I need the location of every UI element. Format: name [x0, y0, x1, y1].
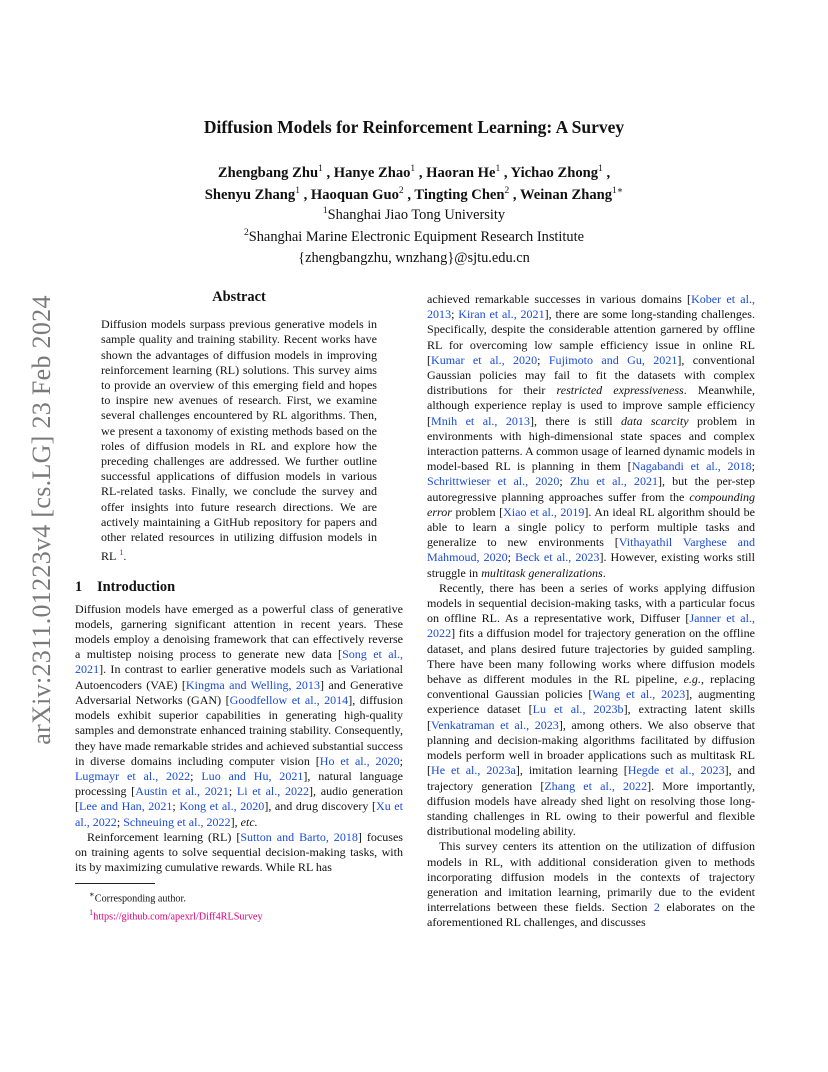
author-name: Yichao Zhong: [510, 164, 599, 181]
citation-link[interactable]: Austin et al., 2021: [135, 784, 229, 799]
citation-link[interactable]: Mnih et al., 2013: [431, 413, 530, 428]
intro-paragraph-2: Reinforcement learning (RL) [Sutton and Barto, 2018] focuses on training agents to solve sequential decision-making tasks, with its by maximizing cumulative rewards. While RL has: [75, 829, 403, 875]
citation-link[interactable]: Song et al., 2021: [75, 647, 403, 677]
citation-link[interactable]: Schrittwieser et al., 2020: [427, 474, 560, 489]
paper-title: Diffusion Models for Reinforcement Learning: A Survey: [203, 117, 625, 137]
citation-link[interactable]: Beck et al., 2023: [515, 550, 600, 565]
right-paragraph-2: Recently, there has been a series of works applying diffusion models in sequential decision-making tasks, with a particular focus on offline RL. As a representative work, Diffuser [Janner et al., 2022] fits a diffusion model for trajectory generation on the offline dataset, and plans desired future trajectories by guided sampling. There have been many following works where diffusion models behave as different modules in the RL pipeline, e.g., replacing conventional Gaussian policies [Wang et al., 2023], augmenting experience dataset [Lu et al., 2023b], extracting latent skills [Venkatraman et al., 2023], among others. We also observe that planning and decision-making algorithms facilitated by diffusion models perform well in broader applications such as multitask RL [He et al., 2023a], imitation learning [Hegde et al., 2023], and trajectory generation [Zhang et al., 2022]. More importantly, diffusion models have already shed light on resolving those long-standing challenges in RL owing to their powerful and flexible distributional modeling ability.: [427, 580, 756, 839]
affiliation: $^2$Shanghai Marine Electronic Equipment Research Institute: [243, 227, 585, 245]
citation-link[interactable]: Sutton and Barto, 2018: [240, 829, 358, 844]
citation-link[interactable]: Goodfellow et al., 2014: [229, 692, 349, 707]
citation-link[interactable]: Lee and Han, 2021: [79, 799, 173, 814]
citation-link[interactable]: Kingma and Welling, 2013: [185, 677, 320, 692]
footnote: ∗Corresponding author.: [89, 889, 186, 905]
author-name: Tingting Chen: [414, 186, 505, 203]
left-column: [75, 290, 403, 923]
abstract-body: Diffusion models surpass previous generative models in sample quality and training stability. Recent works have shown the advantages of diffusion models in improving reinforcement learning (RL) solutions. This survey aims to provide an overview of this emerging field and hopes to inspire new avenues of research. First, we examine several challenges encountered by RL algorithms. Then, we present a taxonomy of existing methods based on the roles of diffusion models in RL and explore how the preceding challenges are addressed. We further outline successful applications of diffusion models in various RL-related tasks. Finally, we conclude the survey and offer insights into future research directions. We are actively maintaining a GitHub repository for papers and other related resources in utilizing diffusion models in RL $^1$.: [101, 317, 377, 564]
right-column: [427, 292, 755, 931]
right-paragraph-3: This survey centers its attention on the utilization of diffusion models in RL, with additional consideration given to methods incorporating diffusion models in the contexts of trajectory generation and imitation learning, primarily due to the evident interrelations between these fields. Section 2 elaborates on the aforementioned RL challenges, and discusses: [427, 839, 755, 930]
section-ref-link[interactable]: 2: [653, 900, 660, 915]
citation-link[interactable]: He et al., 2023a: [431, 763, 516, 778]
author-list: [0, 160, 828, 204]
affiliation: $^1$Shanghai Jiao Tong University: [322, 206, 506, 223]
footnote-divider: [75, 883, 155, 884]
citation-link[interactable]: Schneuing et al., 2022: [123, 814, 231, 829]
citation-link[interactable]: Luo and Hu, 2021: [201, 768, 304, 783]
right-paragraph-1: achieved remarkable successes in various domains [Kober et al., 2013; Kiran et al., 2021], there are some long-standing challenges. Specifically, despite the considerable attention garnered by offline RL for overcoming low sample efficiency issue in online RL [Kumar et al., 2020; Fujimoto and Gu, 2021], conventional Gaussian policies may fail to fit the datasets with complex distributions for their restricted expressiveness. Meanwhile, although experience replay is used to improve sample efficiency [Mnih et al., 2013], there is still data scarcity problem in environments with high-dimensional state spaces and complex interaction patterns. A common usage of learned dynamic models in model-based RL is planning in them [Nagabandi et al., 2018; Schrittwieser et al., 2020; Zhu et al., 2021], but the per-step autoregressive planning approaches suffer from the compounding error problem [Xiao et al., 2019]. An ideal RL algorithm should be able to learn a single policy to perform multiple tasks and generalize to new environments [Vithayathil Varghese and Mahmoud, 2020; Beck et al., 2023]. However, existing works still struggle in multitask generalizations.: [427, 292, 755, 580]
github-link[interactable]: https://github.com/apexrl/Diff4RLSurvey: [93, 911, 263, 923]
citation-link[interactable]: Kober et al., 2013: [427, 292, 755, 322]
citation-link[interactable]: Lu et al., 2023b: [532, 702, 624, 717]
citation-link[interactable]: Xu et al., 2022: [75, 799, 403, 829]
citation-link[interactable]: Li et al., 2022: [236, 784, 310, 799]
author-line-1: Zhengbang Zhu$^1$ , Hanye Zhao$^1$ , Haoran He$^1$ , Yichao Zhong$^1$ ,: [217, 164, 611, 181]
citation-link[interactable]: Zhang et al., 2022: [544, 778, 648, 793]
author-name: Weinan Zhang: [519, 186, 613, 203]
affiliations: [0, 202, 828, 267]
author-name: Zhengbang Zhu: [217, 164, 319, 181]
footnote-ref[interactable]: 1: [119, 548, 124, 558]
author-name: Haoran He: [426, 164, 496, 181]
citation-link[interactable]: Zhu et al., 2021: [569, 474, 659, 489]
citation-link[interactable]: Vithayathil Varghese and Mahmoud, 2020: [427, 535, 755, 565]
citation-link[interactable]: Lugmayr et al., 2022: [75, 768, 191, 783]
citation-link[interactable]: Hegde et al., 2023: [627, 763, 725, 778]
citation-link[interactable]: Kiran et al., 2021: [458, 307, 545, 322]
citation-link[interactable]: Janner et al., 2022: [427, 611, 755, 641]
citation-link[interactable]: Ho et al., 2020: [319, 753, 400, 768]
contact-emails: {zhengbangzhu, wnzhang}@sjtu.edu.cn: [298, 249, 530, 266]
citation-link[interactable]: Wang et al., 2023: [592, 687, 686, 702]
citation-link[interactable]: Kumar et al., 2020: [431, 352, 538, 367]
abstract-heading: Abstract: [212, 289, 266, 305]
author-line-2: Shenyu Zhang$^1$ , Haoquan Guo$^2$ , Tingting Chen$^2$ , Weinan Zhang$^{1∗}$: [204, 185, 624, 203]
author-name: Hanye Zhao: [333, 164, 411, 181]
arxiv-identifier: arXiv:2311.01223v4 [cs.LG] 23 Feb 2024: [27, 295, 56, 745]
citation-link[interactable]: Fujimoto and Gu, 2021: [548, 352, 678, 367]
footnote: $^1$https://github.com/apexrl/Diff4RLSurvey: [89, 906, 263, 923]
citation-link[interactable]: Kong et al., 2020: [179, 799, 265, 814]
citation-link[interactable]: Nagabandi et al., 2018: [631, 459, 752, 474]
author-name: Haoquan Guo: [310, 186, 399, 203]
author-name: Shenyu Zhang: [204, 186, 296, 203]
section-heading: 1 Introduction: [75, 579, 176, 596]
citation-link[interactable]: Xiao et al., 2019: [503, 504, 585, 519]
intro-paragraph-1: Diffusion models have emerged as a powerful class of generative models, garnering significant attention in recent years. These models employ a denoising framework that can effectively reverse a multistep noising process to generate new data [Song et al., 2021]. In contrast to earlier generative models such as Variational Autoencoders (VAE) [Kingma and Welling, 2013] and Generative Adversarial Networks (GAN) [Goodfellow et al., 2014], diffusion models exhibit superior capabilities in generating high-quality samples and demonstrate enhanced training stability. Consequently, they have made remarkable strides and achieved substantial success in diverse domains including computer vision [Ho et al., 2020; Lugmayr et al., 2022; Luo and Hu, 2021], natural language processing [Austin et al., 2021; Li et al., 2022], audio generation [Lee and Han, 2021; Kong et al., 2020], and drug discovery [Xu et al., 2022; Schneuing et al., 2022], etc.: [75, 601, 404, 829]
citation-link[interactable]: Venkatraman et al., 2023: [431, 717, 559, 732]
